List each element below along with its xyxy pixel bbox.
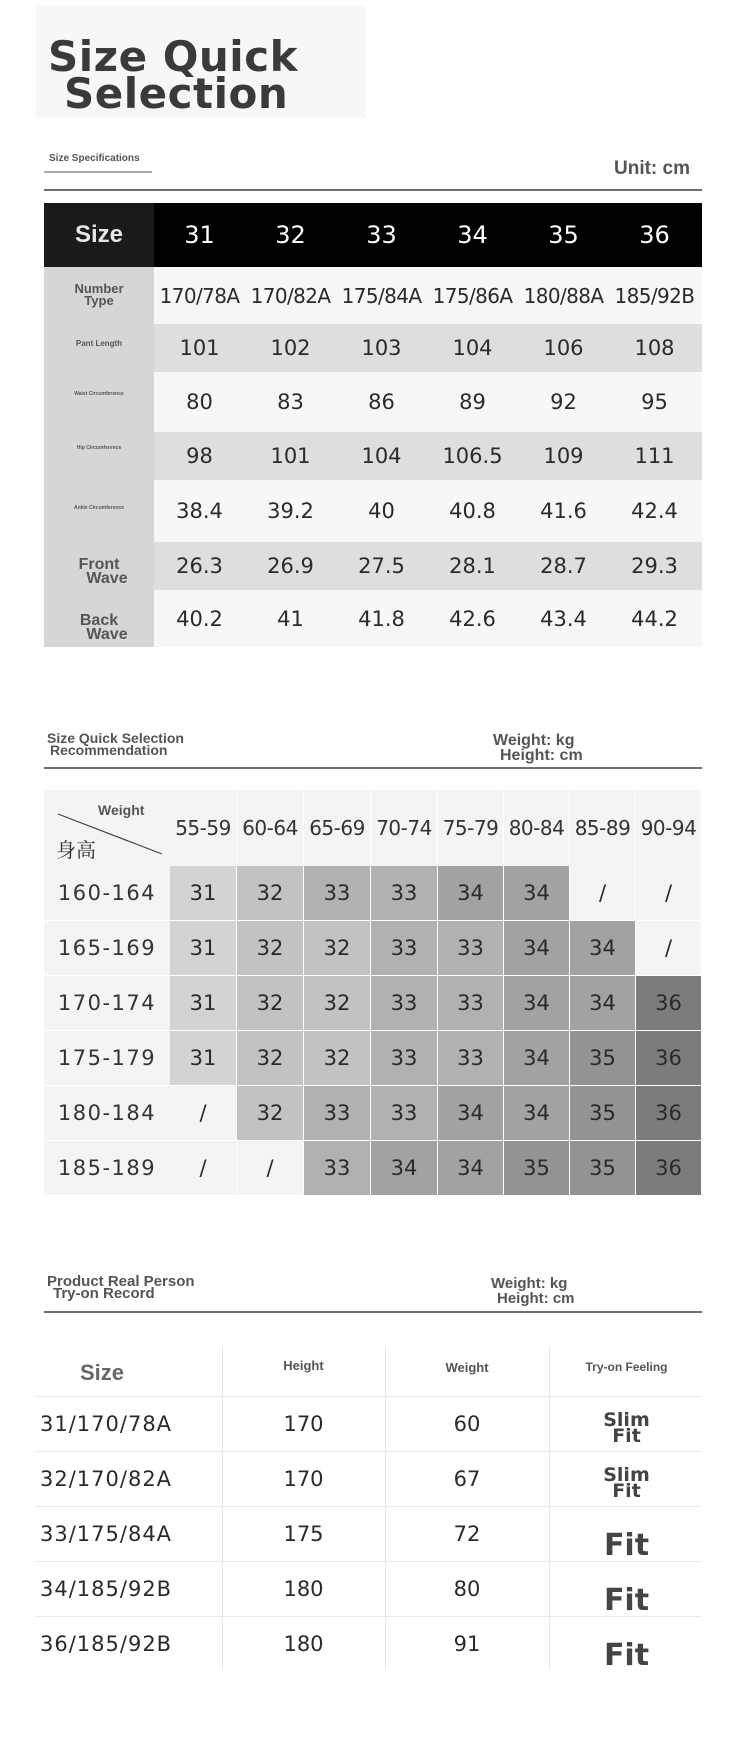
reco-unit-height: Height: cm (500, 747, 583, 764)
reco-grid-cell: 35 (570, 1141, 636, 1196)
reco-grid-cell: 33 (438, 976, 504, 1031)
reco-grid-cell: 32 (237, 866, 304, 921)
spec-cell: 185/92B (614, 283, 695, 308)
spec-cell: 106 (543, 336, 584, 360)
spec-row-label-line: Hip Circumference (76, 444, 122, 451)
reco-grid-cell: 34 (504, 976, 570, 1031)
spec-row-label-line: Front (78, 555, 120, 573)
spec-cell: 102 (270, 336, 311, 360)
spec-cell: 92 (550, 390, 577, 414)
spec-row-label-line: Type (84, 293, 114, 308)
spec-cell: 26.3 (176, 554, 223, 578)
spec-row-label-line: Waist Circumference (74, 390, 124, 397)
spec-row-label-line: Wave (86, 626, 128, 643)
spec-row-label-front-wave (44, 554, 154, 590)
tryon-weight: 67 (453, 1466, 481, 1491)
reco-units (493, 733, 583, 763)
reco-height-label: 160-164 (44, 866, 170, 921)
reco-grid-cell: 33 (371, 866, 438, 921)
reco-corner-height: 身高 (56, 838, 96, 862)
spec-cell: 44.2 (631, 606, 678, 631)
reco-grid-cell: 32 (304, 921, 371, 976)
reco-grid-cell: 35 (570, 1086, 636, 1141)
tryon-size: 34/185/92B (40, 1576, 173, 1601)
reco-grid-cell: 33 (371, 921, 438, 976)
tryon-unit-weight: Weight: kg (491, 1275, 568, 1292)
spec-row-label-ankle (44, 496, 154, 520)
spec-cell: 104 (452, 336, 493, 360)
spec-cell: 89 (459, 390, 486, 414)
spec-label-underline (44, 171, 152, 173)
spec-cell: 41.8 (358, 606, 405, 631)
spec-cell: 180/88A (523, 283, 604, 308)
spec-cell: 104 (361, 444, 402, 468)
reco-grid-cell: 31 (170, 866, 237, 921)
spec-cell: 170/82A (250, 283, 331, 308)
reco-unit-weight: Weight: kg (493, 732, 575, 749)
reco-section-label-line: Recommendation (50, 742, 168, 758)
reco-height-label: 165-169 (44, 921, 170, 976)
spec-cell: 86 (368, 390, 395, 414)
reco-weight-header: 80-84 (504, 790, 570, 866)
reco-height-label: 180-184 (44, 1086, 170, 1141)
tryon-feeling-line: Fit (612, 1480, 641, 1503)
reco-grid-cell: 34 (504, 1031, 570, 1086)
tryon-header-size: Size (80, 1360, 125, 1385)
spec-cell: 175/84A (341, 283, 422, 308)
spec-row-label-number-type (44, 274, 154, 316)
reco-grid-cell: 34 (570, 976, 636, 1031)
spec-cell: 42.4 (631, 499, 678, 523)
tryon-units (491, 1276, 575, 1306)
spec-row-label-pant-length (44, 330, 154, 358)
tryon-section-label-line: Try-on Record (53, 1285, 155, 1302)
spec-row-label-line: Pant Length (75, 339, 123, 349)
reco-grid-cell: 32 (237, 1086, 304, 1141)
reco-grid-cell: 34 (371, 1141, 438, 1196)
reco-grid-cell: 34 (438, 1086, 504, 1141)
spec-cell: 106.5 (442, 444, 503, 468)
reco-grid-cell: 36 (636, 976, 702, 1031)
reco-grid-cell: 36 (636, 1031, 702, 1086)
reco-grid-cell: 35 (504, 1141, 570, 1196)
tryon-feeling-line: Slim (603, 1464, 650, 1486)
tryon-weight: 60 (453, 1411, 481, 1436)
reco-corner-cell (44, 790, 170, 866)
reco-grid-cell: 36 (636, 1141, 702, 1196)
tryon-height: 180 (283, 1631, 324, 1656)
spec-cell: 41 (277, 606, 304, 631)
reco-grid-cell: 36 (636, 1086, 702, 1141)
reco-weight-header: 75-79 (438, 790, 504, 866)
spec-size-31: 31 (184, 221, 215, 249)
reco-grid-cell: / (636, 866, 702, 921)
reco-grid-cell: / (237, 1141, 304, 1196)
spec-divider (44, 189, 702, 191)
spec-cell: 98 (186, 444, 213, 468)
spec-size-32: 32 (275, 221, 306, 249)
page-title-line-1: Size Quick (48, 32, 299, 81)
tryon-feeling (549, 1464, 704, 1503)
reco-grid-cell: 34 (504, 1086, 570, 1141)
page-title-line-2: Selection (64, 69, 289, 118)
spec-cell: 40.2 (176, 606, 223, 631)
spec-size-33: 33 (366, 221, 397, 249)
tryon-section-label (47, 1273, 195, 1302)
reco-height-label: 170-174 (44, 976, 170, 1031)
spec-cell: 109 (543, 444, 584, 468)
spec-cell: 101 (270, 444, 311, 468)
tryon-height: 175 (283, 1521, 324, 1546)
reco-grid-cell: 34 (504, 866, 570, 921)
spec-row-label-hip (44, 438, 154, 458)
tryon-unit-height: Height: cm (497, 1290, 575, 1307)
reco-grid-cell: 32 (304, 1031, 371, 1086)
spec-cell: 28.1 (449, 554, 496, 578)
reco-grid-cell: 33 (304, 866, 371, 921)
spec-row-label-line: Wave (86, 570, 128, 587)
spec-row-label-back-wave (44, 610, 154, 646)
spec-cell: 27.5 (358, 554, 405, 578)
reco-grid-cell: 31 (170, 921, 237, 976)
tryon-size: 33/175/84A (40, 1521, 173, 1546)
reco-grid-cell: / (636, 921, 702, 976)
tryon-weight: 80 (453, 1576, 481, 1601)
reco-weight-header: 90-94 (636, 790, 702, 866)
tryon-feeling-line: Fit (612, 1425, 641, 1448)
reco-corner-weight: Weight (98, 802, 145, 818)
spec-cell: 80 (186, 390, 213, 414)
spec-cell: 170/78A (159, 283, 240, 308)
spec-cell: 111 (634, 444, 675, 468)
reco-height-label: 185-189 (44, 1141, 170, 1196)
reco-section-label-line: Size Quick Selection (47, 730, 184, 746)
spec-cell: 95 (641, 390, 668, 414)
tryon-height: 180 (283, 1576, 324, 1601)
tryon-feeling-line: Slim (603, 1409, 650, 1431)
reco-grid-cell: 33 (438, 921, 504, 976)
spec-cell: 28.7 (540, 554, 587, 578)
spec-cell: 39.2 (267, 499, 314, 523)
tryon-weight: 91 (453, 1631, 481, 1656)
tryon-height: 170 (283, 1466, 324, 1491)
spec-row-label-line: Back (79, 611, 119, 629)
spec-row-label-line: Ankle Circumference (73, 504, 125, 511)
spec-cell: 83 (277, 390, 304, 414)
spec-cell: 101 (179, 336, 220, 360)
reco-grid-cell: 31 (170, 976, 237, 1031)
spec-unit: Unit: cm (614, 158, 690, 179)
spec-cell: 43.4 (540, 606, 587, 631)
tryon-divider (44, 1311, 702, 1313)
tryon-header-weight: Weight (445, 1360, 489, 1375)
spec-cell: 41.6 (540, 499, 587, 523)
reco-grid-cell: 33 (371, 1031, 438, 1086)
spec-size-34: 34 (457, 221, 488, 249)
reco-grid-cell: 32 (237, 921, 304, 976)
reco-weight-header: 85-89 (570, 790, 636, 866)
reco-grid-cell: / (170, 1141, 237, 1196)
tryon-size: 32/170/82A (40, 1466, 173, 1491)
spec-cell: 29.3 (631, 554, 678, 578)
reco-weight-header: 60-64 (237, 790, 304, 866)
reco-divider (44, 767, 702, 769)
tryon-feeling: Fit (603, 1638, 650, 1673)
reco-grid-cell: / (170, 1086, 237, 1141)
spec-row-label-waist (44, 382, 154, 406)
spec-row-label-line: Number (74, 281, 124, 297)
reco-grid-cell: 34 (438, 866, 504, 921)
tryon-header-feeling: Try-on Feeling (585, 1360, 668, 1374)
reco-grid-cell: 34 (438, 1141, 504, 1196)
spec-cell: 175/86A (432, 283, 513, 308)
spec-cell: 40.8 (449, 499, 496, 523)
spec-cell: 103 (361, 336, 402, 360)
reco-grid-cell: 32 (237, 976, 304, 1031)
tryon-size: 36/185/92B (40, 1631, 173, 1656)
reco-grid-cell: 33 (371, 976, 438, 1031)
tryon-feeling: Fit (603, 1583, 650, 1618)
reco-grid-cell: 35 (570, 1031, 636, 1086)
spec-cell: 42.6 (449, 606, 496, 631)
tryon-section-label-line: Product Real Person (47, 1273, 195, 1290)
reco-grid-cell: 33 (438, 1031, 504, 1086)
reco-grid-cell: 33 (304, 1086, 371, 1141)
tryon-header-height: Height (283, 1358, 324, 1373)
reco-grid-cell: 32 (237, 1031, 304, 1086)
spec-size-header: Size (74, 221, 124, 248)
tryon-height: 170 (283, 1411, 324, 1436)
reco-grid-cell: 33 (304, 1141, 371, 1196)
spec-cell: 38.4 (176, 499, 223, 523)
tryon-weight: 72 (453, 1521, 481, 1546)
spec-cell: 40 (368, 499, 395, 523)
reco-weight-header: 65-69 (304, 790, 371, 866)
reco-grid-cell: 34 (570, 921, 636, 976)
reco-grid-cell: 32 (304, 976, 371, 1031)
reco-grid-cell: / (570, 866, 636, 921)
spec-cell: 26.9 (267, 554, 314, 578)
reco-height-label: 175-179 (44, 1031, 170, 1086)
spec-size-35: 35 (548, 221, 579, 249)
reco-weight-header: 70-74 (371, 790, 438, 866)
tryon-feeling (549, 1409, 704, 1448)
spec-cell: 108 (634, 336, 675, 360)
spec-section-label: Size Specifications (49, 153, 140, 164)
tryon-feeling: Fit (603, 1528, 650, 1563)
reco-grid-cell: 33 (371, 1086, 438, 1141)
reco-grid-cell: 31 (170, 1031, 237, 1086)
reco-weight-header: 55-59 (170, 790, 237, 866)
reco-grid-cell: 34 (504, 921, 570, 976)
spec-size-36: 36 (639, 221, 670, 249)
reco-section-label (47, 732, 184, 756)
tryon-size: 31/170/78A (40, 1411, 173, 1436)
